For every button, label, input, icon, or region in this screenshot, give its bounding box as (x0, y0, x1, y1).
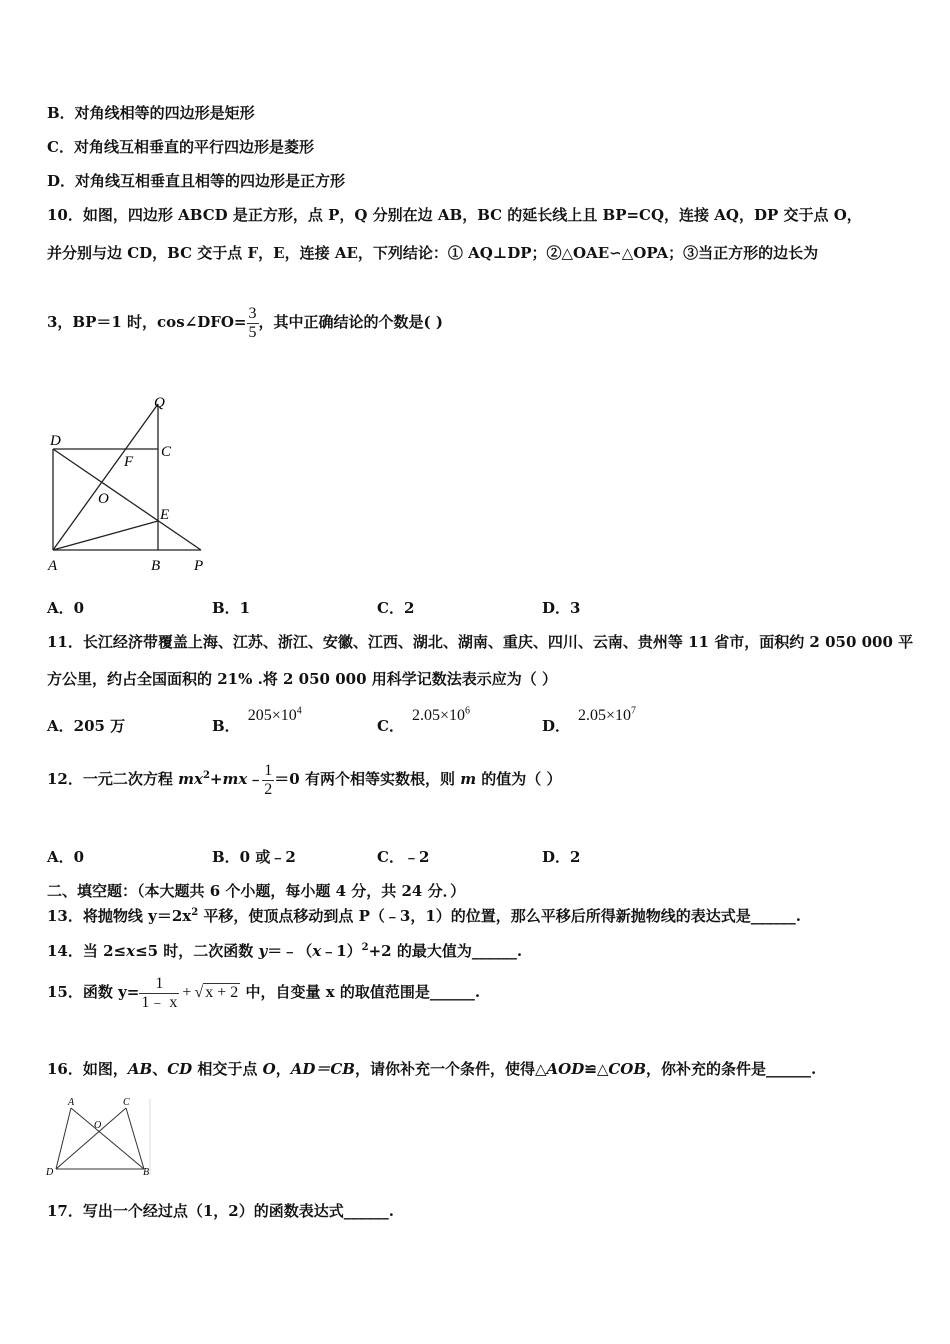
q11-option-b-label: B． (212, 717, 240, 735)
q11-option-c-label: C． (377, 717, 404, 735)
q12-option-d: D．2 (542, 848, 581, 866)
q12-prefix: 12．一元二次方程 (47, 770, 179, 789)
label-q: Q (154, 395, 165, 411)
q9-option-d: D．对角线互相垂直且相等的四边形是正方形 (47, 172, 346, 190)
q10-option-b: B．1 (212, 599, 251, 617)
q11-option-d-expr: $2.05\times 10^7$ (578, 705, 637, 724)
q17-line: 17．写出一个经过点（1，2）的函数表达式______. (47, 1202, 394, 1220)
label-p: P (194, 558, 204, 574)
label-o: O (94, 1120, 102, 1131)
label-c: C (123, 1097, 130, 1108)
label-a: A (48, 558, 58, 574)
q10-square-figure (40, 390, 220, 580)
segment-ab (71, 1108, 144, 1169)
label-c: C (161, 444, 172, 460)
q11-option-d (542, 705, 637, 736)
q12-suffix-b: 的值为（ ） (476, 770, 562, 789)
label-b: B (151, 558, 161, 574)
q10-fraction-numerator: 3 (248, 305, 257, 322)
q12-line (47, 762, 562, 798)
q11-option-a: A．205 万 (47, 717, 126, 735)
q10-line-2: 并分别与边 CD，BC 交于点 F，E，连接 AE，下列结论：① AQ⊥DP；②△OAE∽△OPA；③当正方形的边长为 (47, 244, 819, 262)
q15-fraction: $\frac{1}{1﹣ x}$ (141, 975, 178, 1011)
q12-fraction: $\frac{1}{2}$ (264, 762, 273, 798)
segment-ad (56, 1108, 71, 1169)
q11-option-c-expr: $2.05\times 10^6$ (411, 705, 470, 724)
q11-line-1: 11．长江经济带覆盖上海、江苏、浙江、安徽、江西、湖北、湖南、重庆、四川、云南、贵州等 11 省市，面积约 2 050 000 平 (47, 633, 914, 651)
label-d: D (50, 433, 61, 449)
q12-option-a: A．0 (47, 848, 85, 866)
q9-option-c: C．对角线互相垂直的平行四边形是菱形 (47, 138, 314, 156)
q10-option-c: C．2 (377, 599, 415, 617)
label-f: F (124, 454, 134, 470)
q12-suffix-a: ＝0 有两个相等实数根，则 (274, 770, 461, 789)
section-2-heading: 二、填空题：（本大题共 6 个小题，每小题 4 分，共 24 分．） (47, 882, 466, 900)
q11-line-2: 方公里，约占全国面积的 21% .将 2 050 000 用科学记数法表示应为（ ） (47, 670, 557, 688)
q12-expr-sup: 2 (202, 770, 210, 782)
q10-fraction-denominator: 5 (248, 323, 257, 341)
q15-sqrt: √ x + 2 (194, 984, 239, 1002)
label-e: E (160, 507, 170, 523)
q15-text-a: 15．函数 y= (47, 983, 140, 1002)
q13-line: 13．将抛物线 $y=2x^2$ 平移，使顶点移动到点 P（﹣3，1）的位置，那么平移后所得新抛物线的表达式是______. (47, 907, 801, 925)
q12-option-b: B．0 或﹣2 (212, 848, 296, 866)
q16-line: 16．如图，AB、CD 相交于点 O，AD＝CB，请你补充一个条件，使得△AOD≌△COB，你补充的条件是______. (47, 1060, 817, 1078)
q10-fraction (247, 305, 259, 341)
segment-cb (126, 1108, 144, 1169)
label-b: B (143, 1167, 150, 1178)
q15-text-b: 中，自变量 x 的取值范围是______. (240, 983, 481, 1002)
segment-aq (53, 404, 158, 550)
q12-expr-mx: mx (178, 770, 203, 789)
q14-line: 14．当 2≤x≤5 时，二次函数 y＝﹣（x﹣1）$^2$+2 的最大值为______. (47, 942, 523, 960)
q11-option-b (212, 705, 302, 736)
label-o: O (98, 491, 109, 507)
label-a: A (68, 1097, 75, 1108)
q11-option-b-expr: $205\times 10^4$ (247, 705, 302, 724)
q15-line: 15．函数 y= $\frac{1}{1﹣ x}$ + √ x + 2 中，自变量 x 的取值范围是______. (47, 975, 481, 1011)
segment-cd (56, 1108, 126, 1169)
q10-option-d: D．3 (542, 599, 581, 617)
q10-line-1: 10．如图，四边形 ABCD 是正方形，点 P，Q 分别在边 AB，BC 的延长线上且 BP=CQ，连接 AQ，DP 交于点 O， (47, 206, 862, 224)
q10-option-a: A．0 (47, 599, 85, 617)
q12-var-m: m (460, 770, 477, 789)
q11-option-c (377, 705, 470, 736)
q10-line-3-text-b: ，其中正确结论的个数是( ) (258, 313, 443, 332)
q12-option-c: C．﹣2 (377, 848, 430, 866)
q16-figure (44, 1095, 156, 1179)
q9-option-b: B．对角线相等的四边形是矩形 (47, 104, 255, 122)
q10-line-3-text-a: 3，BP＝1 时，cos∠DFO= (47, 313, 247, 332)
label-d: D (46, 1167, 54, 1178)
q10-line-3 (47, 305, 443, 341)
q12-expr-rest: +mx﹣ (209, 770, 263, 789)
segment-ae (53, 521, 158, 550)
q11-option-d-label: D． (542, 717, 571, 735)
